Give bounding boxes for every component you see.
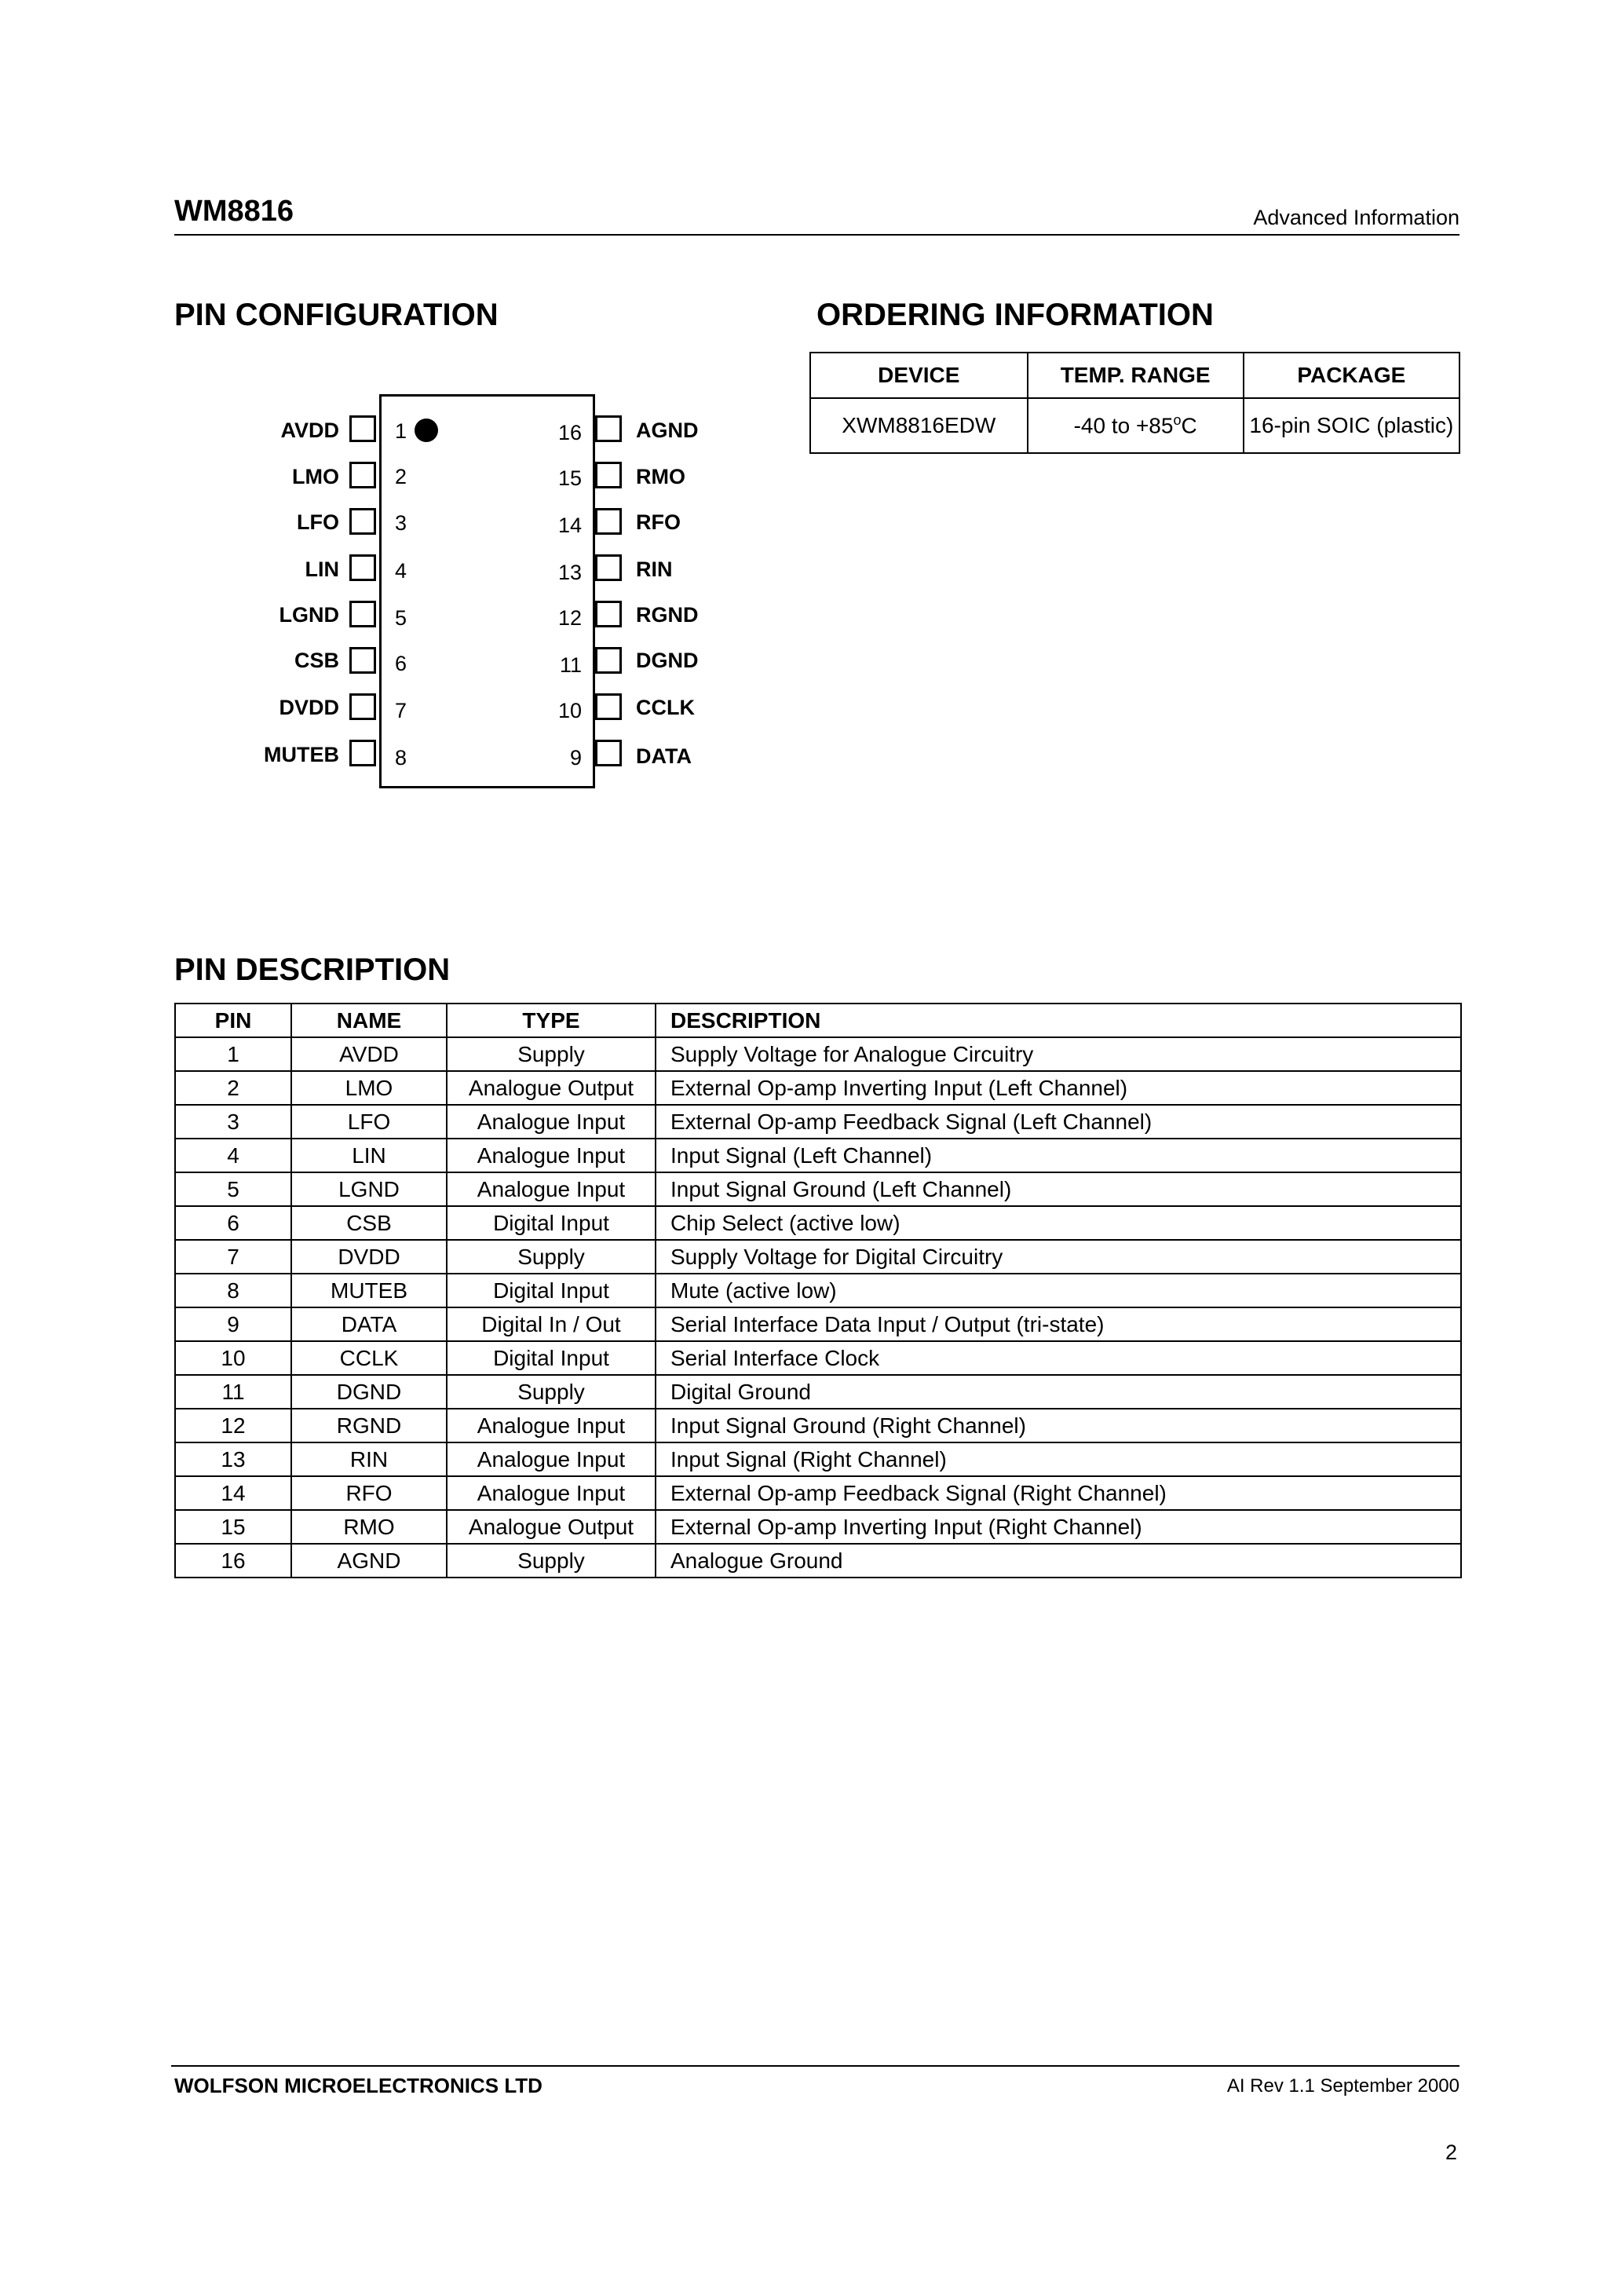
pin-description-title: PIN DESCRIPTION (174, 952, 451, 987)
pin-type-cell: Supply (447, 1240, 656, 1274)
pin-name: DVDD (279, 696, 339, 719)
column-header-type: TYPE (447, 1004, 656, 1037)
pin-name: LIN (305, 558, 339, 581)
table-row (175, 1544, 1461, 1578)
table-row (175, 1375, 1461, 1409)
pin-type-cell: Analogue Input (447, 1172, 656, 1206)
pin-number-cell: 13 (175, 1442, 291, 1476)
pin-name: LGND (279, 603, 339, 627)
pin-description-cell: Input Signal (Right Channel) (656, 1442, 1461, 1476)
pin-number: 10 (557, 699, 582, 722)
pin-name-cell: DVDD (291, 1240, 447, 1274)
pin-description-cell: Input Signal Ground (Left Channel) (656, 1172, 1461, 1206)
pin-description-cell: Supply Voltage for Digital Circuitry (656, 1240, 1461, 1274)
pin-type-cell: Digital Input (447, 1341, 656, 1375)
pin-name-cell: RIN (291, 1442, 447, 1476)
pin-name-cell: DGND (291, 1375, 447, 1409)
pin-description-cell: Serial Interface Clock (656, 1341, 1461, 1375)
pin-type-cell: Analogue Input (447, 1105, 656, 1139)
pin-number-cell: 16 (175, 1544, 291, 1578)
ordering-header-device: DEVICE (810, 353, 1028, 398)
pin-pad (595, 462, 622, 488)
pin-number-cell: 6 (175, 1206, 291, 1240)
pin-name-cell: AVDD (291, 1037, 447, 1071)
pin-description-cell: External Op-amp Inverting Input (Left Channel) (656, 1071, 1461, 1105)
pin-description-cell: Input Signal (Left Channel) (656, 1139, 1461, 1172)
pin-number-cell: 14 (175, 1476, 291, 1510)
pin-number-cell: 2 (175, 1071, 291, 1105)
pin-number: 6 (395, 652, 407, 675)
pin-pad (349, 647, 376, 674)
pin-number: 5 (395, 606, 407, 630)
table-row (175, 1240, 1461, 1274)
pin-pad (349, 554, 376, 581)
pin-configuration-title: PIN CONFIGURATION (174, 298, 499, 332)
pin-pad (595, 601, 622, 627)
ordering-header-temp-range: TEMP. RANGE (1028, 353, 1244, 398)
pin-name-cell: RGND (291, 1409, 447, 1442)
pin-description-cell: External Op-amp Inverting Input (Right Channel) (656, 1510, 1461, 1544)
pin-number: 8 (395, 746, 407, 770)
pin-name-cell: RMO (291, 1510, 447, 1544)
pin-description-cell: External Op-amp Feedback Signal (Right Channel) (656, 1476, 1461, 1510)
pin-description-cell: Chip Select (active low) (656, 1206, 1461, 1240)
pin-name-cell: LIN (291, 1139, 447, 1172)
pin-description-table (174, 1003, 1462, 1578)
footer-rule (171, 2065, 1459, 2067)
header-rule (174, 234, 1459, 236)
page-number: 2 (1445, 2141, 1457, 2164)
pin-number: 16 (557, 421, 582, 444)
chip-body (379, 394, 595, 788)
pin-type-cell: Supply (447, 1375, 656, 1409)
table-row (175, 1307, 1461, 1341)
column-header-name: NAME (291, 1004, 447, 1037)
table-row (175, 1510, 1461, 1544)
pin-name: RIN (636, 558, 673, 581)
pin-name-cell: RFO (291, 1476, 447, 1510)
document-status: Advanced Information (1253, 206, 1459, 229)
pin-number: 13 (557, 561, 582, 584)
pin-number-cell: 3 (175, 1105, 291, 1139)
pin-pad (349, 462, 376, 488)
table-row (175, 1476, 1461, 1510)
pin-name: RFO (636, 510, 681, 534)
table-row (175, 1274, 1461, 1307)
pin1-indicator-dot (415, 419, 438, 442)
pin-pad (595, 693, 622, 720)
pin-type-cell: Digital Input (447, 1206, 656, 1240)
pin-description-cell: Serial Interface Data Input / Output (tri-state) (656, 1307, 1461, 1341)
pin-name-cell: LFO (291, 1105, 447, 1139)
pin-name-cell: LMO (291, 1071, 447, 1105)
pin-pad (349, 601, 376, 627)
pin-description-cell: Analogue Ground (656, 1544, 1461, 1578)
pin-name: DATA (636, 744, 692, 768)
pin-name: LFO (297, 510, 339, 534)
pin-name-cell: LGND (291, 1172, 447, 1206)
document-title: WM8816 (174, 195, 294, 228)
pin-number: 7 (395, 699, 407, 722)
pin-number-cell: 10 (175, 1341, 291, 1375)
pin-number: 14 (557, 514, 582, 537)
pin-number-cell: 4 (175, 1139, 291, 1172)
pin-number-cell: 5 (175, 1172, 291, 1206)
pin-type-cell: Analogue Input (447, 1409, 656, 1442)
pin-pad (349, 693, 376, 720)
pin-number: 3 (395, 511, 407, 535)
pin-name-cell: CCLK (291, 1341, 447, 1375)
pin-type-cell: Digital Input (447, 1274, 656, 1307)
pin-type-cell: Supply (447, 1037, 656, 1071)
pin-type-cell: Analogue Input (447, 1139, 656, 1172)
pin-type-cell: Analogue Output (447, 1071, 656, 1105)
table-row (175, 1442, 1461, 1476)
pin-number: 1 (395, 419, 407, 443)
pin-name: RMO (636, 465, 685, 488)
table-row (175, 1139, 1461, 1172)
pin-number: 2 (395, 465, 407, 488)
table-row (175, 1071, 1461, 1105)
pin-number-cell: 1 (175, 1037, 291, 1071)
pin-number-cell: 15 (175, 1510, 291, 1544)
column-header-description: DESCRIPTION (656, 1004, 1461, 1037)
footer-revision: AI Rev 1.1 September 2000 (1226, 2075, 1459, 2097)
pin-name: MUTEB (264, 743, 339, 766)
pin-name: CCLK (636, 696, 695, 719)
ordering-temp-range: -40 to $+85^oC$ (1028, 398, 1244, 453)
ordering-header-package: PACKAGE (1244, 353, 1459, 398)
pin-number-cell: 9 (175, 1307, 291, 1341)
column-header-pin: PIN (175, 1004, 291, 1037)
pin-name-cell: DATA (291, 1307, 447, 1341)
pin-name: DGND (636, 649, 699, 672)
pin-description-cell: External Op-amp Feedback Signal (Left Channel) (656, 1105, 1461, 1139)
table-row (175, 1172, 1461, 1206)
table-row (175, 1037, 1461, 1071)
pin-name: AGND (636, 419, 699, 442)
pin-description-cell: Supply Voltage for Analogue Circuitry (656, 1037, 1461, 1071)
pin-pad (595, 508, 622, 535)
pin-number: 11 (559, 653, 582, 677)
ordering-table (809, 352, 1460, 454)
pin-pad (349, 508, 376, 535)
pin-pad (595, 554, 622, 581)
pin-type-cell: Digital In / Out (447, 1307, 656, 1341)
pin-type-cell: Analogue Output (447, 1510, 656, 1544)
ordering-device: XWM8816EDW (810, 398, 1028, 453)
pin-description-cell: Mute (active low) (656, 1274, 1461, 1307)
table-row (175, 1206, 1461, 1240)
pin-pad (349, 740, 376, 766)
ordering-package: 16-pin SOIC (plastic) (1244, 398, 1459, 453)
pin-name: AVDD (280, 419, 339, 442)
pin-number-cell: 12 (175, 1409, 291, 1442)
pin-pad (595, 740, 622, 766)
pin-number-cell: 8 (175, 1274, 291, 1307)
table-row (175, 1341, 1461, 1375)
pin-name: CSB (294, 649, 339, 672)
pin-name: LMO (292, 465, 339, 488)
pin-type-cell: Analogue Input (447, 1442, 656, 1476)
pin-number-cell: 7 (175, 1240, 291, 1274)
pin-name-cell: CSB (291, 1206, 447, 1240)
pin-number: 9 (569, 746, 582, 770)
pin-description-cell: Input Signal Ground (Right Channel) (656, 1409, 1461, 1442)
table-row (175, 1105, 1461, 1139)
ordering-information-title: ORDERING INFORMATION (816, 298, 1214, 332)
pin-number: 15 (557, 466, 582, 490)
footer-company: WOLFSON MICROELECTRONICS LTD (174, 2074, 542, 2097)
pin-type-cell: Supply (447, 1544, 656, 1578)
pin-pad (595, 647, 622, 674)
pin-name-cell: MUTEB (291, 1274, 447, 1307)
pin-pad (595, 415, 622, 442)
pin-number-cell: 11 (175, 1375, 291, 1409)
pin-number: 12 (557, 606, 582, 630)
pin-name: RGND (636, 603, 699, 627)
pin-name-cell: AGND (291, 1544, 447, 1578)
table-row (175, 1409, 1461, 1442)
pin-number: 4 (395, 559, 407, 583)
pin-pad (349, 415, 376, 442)
pin-type-cell: Analogue Input (447, 1476, 656, 1510)
pin-description-cell: Digital Ground (656, 1375, 1461, 1409)
